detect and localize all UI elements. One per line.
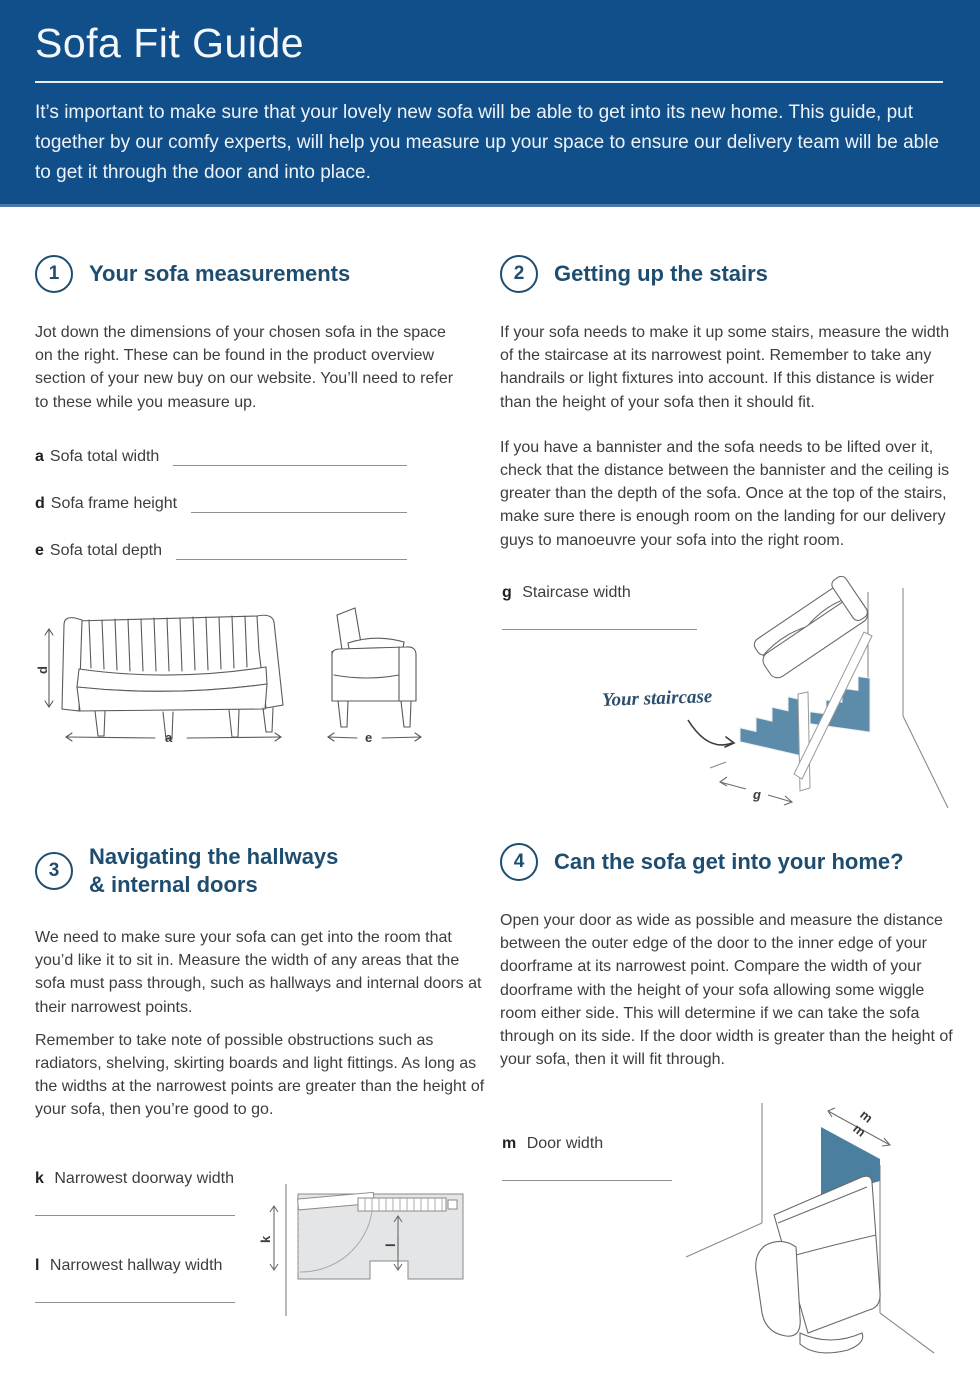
field-label: Sofa total depth (49, 541, 162, 559)
door-diagram-area (500, 1095, 955, 1357)
section-number-badge: 3 (35, 852, 73, 890)
section-3-header (35, 843, 485, 898)
section-title (89, 843, 338, 898)
dim-label-e: e (365, 729, 373, 745)
field-label: Sofa frame height (50, 494, 178, 512)
field-label: Sofa total width (49, 447, 160, 465)
section-number-badge: 2 (500, 255, 538, 293)
section-paragraph: If your sofa needs to make it up some stairs, measure the width of the staircase at its narrowest point. Remember to take any handrails or light fixtures into account. If this distance is wider than the height of your sofa then it should fit. (500, 324, 950, 411)
title-divider (35, 81, 943, 83)
sofa-front-and-side-diagram (35, 589, 445, 757)
write-in-line (502, 629, 697, 630)
measurement-fields (35, 448, 455, 560)
intro-text: It’s important to make sure that your lovely new sofa will be able to get into its new home. This guide, put together by our comfy experts, will help you measure up your space to ensure our delivery team will be able to get it through the door and into place. (35, 102, 940, 183)
section-paragraph: Open your door as wide as possible and measure the distance between the outer edge of the door to the inner edge of your doorframe at its narrowest point. Compare the width of your doorframe with the height of your sofa allowing some wiggle room either side. This will determine if we can take the sofa through on its side. If the door width is greater than the height of your sofa, then it will fit through. (500, 912, 953, 1069)
section-1-header (35, 255, 455, 293)
write-in-line (191, 498, 407, 513)
field-staircase-width (502, 584, 697, 630)
page-title: Sofa Fit Guide (35, 20, 305, 66)
section-number-badge: 1 (35, 255, 73, 293)
field-narrowest-hallway (35, 1257, 235, 1303)
section-paragraph: We need to make sure your sofa can get into the room that you’d like it to sit in. Measure the width of any areas that the sofa must pass through, such as hallways and internal doors at their narrowest points. (35, 929, 482, 1016)
header (0, 0, 980, 207)
field-sofa-frame-height (35, 495, 407, 513)
sofa-diagrams (35, 589, 455, 759)
section-paragraph: Jot down the dimensions of your chosen sofa in the space on the right. These can be found in the product overview section of your new buy on our website. You’ll need to refer to these while you measure up. (35, 324, 454, 411)
section-4-header (500, 843, 955, 881)
section-title: Can the sofa get into your home? (554, 849, 904, 875)
dim-label-m: m (857, 1107, 876, 1127)
section-title-line2: & internal doors (89, 871, 258, 897)
write-in-line (35, 1215, 235, 1216)
section-title-line1: Navigating the hallways (89, 844, 339, 869)
section-title: Your sofa measurements (89, 261, 351, 287)
write-in-line (176, 545, 407, 560)
field-letter: l (35, 1256, 40, 1274)
field-label: Door width (526, 1135, 604, 1153)
field-letter: k (35, 1169, 44, 1187)
field-letter: d (35, 494, 45, 512)
field-label: Narrowest doorway width (54, 1169, 234, 1187)
write-in-line (173, 451, 407, 466)
field-letter: g (502, 583, 512, 601)
section-title: Getting up the stairs (554, 261, 768, 287)
field-narrowest-doorway (35, 1170, 235, 1216)
field-letter: a (35, 447, 44, 465)
staircase-annotation: Your staircase (601, 685, 713, 711)
write-in-line (35, 1302, 235, 1303)
section-paragraph: Remember to take note of possible obstructions such as radiators, shelving, skirting boards and light fittings. As long as the widths at the narrowest points are greater than the height of your sofa, then you’re good to go. (35, 1031, 485, 1119)
staircase-illustration (698, 576, 960, 814)
section-sofa-measurements (35, 255, 455, 759)
section-hallways-doors (35, 843, 485, 1332)
field-label: Staircase width (522, 583, 631, 601)
dim-label-a: a (165, 729, 173, 745)
staircase-diagram-area (500, 576, 955, 814)
door-illustration (678, 1095, 960, 1357)
section-number-badge: 4 (500, 843, 538, 881)
section-stairs (500, 255, 955, 814)
section-into-home (500, 843, 955, 1357)
dim-label-g: g (753, 786, 761, 802)
field-sofa-total-depth (35, 542, 407, 560)
write-in-line (502, 1180, 672, 1181)
floorplan-diagram-area (35, 1164, 485, 1332)
field-sofa-total-width (35, 448, 407, 466)
dim-label-k: k (258, 1235, 273, 1243)
field-door-width (502, 1135, 672, 1181)
section-paragraph: If you have a bannister and the sofa needs to be lifted over it, check that the distance between the bannister and the ceiling is greater than the depth of the sofa. Once at the top of the stairs, make sure there is enough room on the landing for our delivery guys to manoeuvre your sofa into the right room. (500, 438, 950, 549)
section-2-header (500, 255, 955, 293)
field-label: Narrowest hallway width (49, 1256, 223, 1274)
dim-label-d: d (35, 665, 50, 674)
field-letter: e (35, 541, 44, 559)
dim-label-m: m (850, 1121, 869, 1141)
dim-label-l: l (383, 1242, 398, 1247)
floorplan-illustration (258, 1184, 480, 1320)
field-letter: m (502, 1135, 517, 1153)
